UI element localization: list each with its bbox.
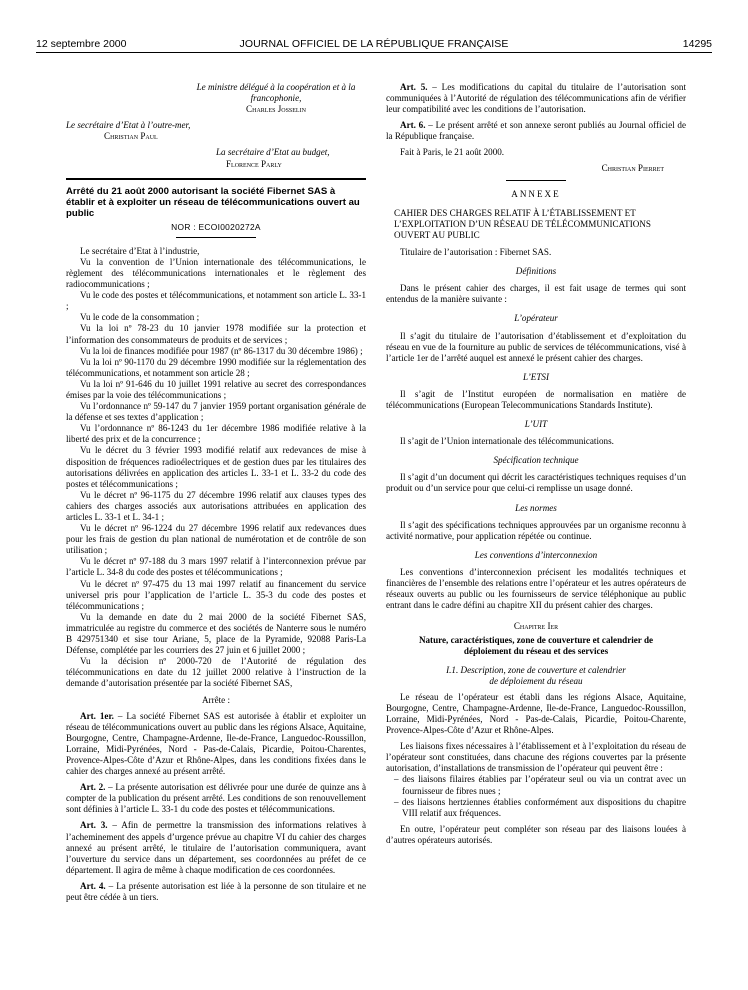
article-label: Art. 3.	[80, 820, 108, 831]
article-4	[66, 881, 366, 903]
visa-paragraph: Vu la loi nº 91-646 du 10 juillet 1991 relative au secret des correspondances émises par la voie des télécommunications ;	[66, 378, 366, 400]
signer-role: Le ministre délégué à la coopération et à la francophonie,	[196, 82, 356, 104]
article-label: Art. 4.	[80, 880, 106, 891]
subsection-title: I.1. Description, zone de couverture et calendrier de déploiement du réseau	[446, 664, 626, 686]
section-heading: Les normes	[515, 502, 557, 513]
page-number: 14295	[682, 38, 712, 50]
list-item: – des liaisons hertziennes établies conformément aux dispositions du chapitre VIII relatif aux fréquences.	[394, 796, 686, 818]
visa-paragraph: Vu le décret nº 96-1224 du 27 décembre 1996 relatif aux redevances dues pour les frais de gestion du plan national de numérotation et de contrôle de son utilisation ;	[66, 523, 366, 556]
annexe-heading: ANNEXE	[511, 188, 561, 199]
section-heading: L’opérateur	[514, 313, 558, 324]
nor-reference: NOR : ECOI0020272A	[171, 221, 261, 232]
article-text: – La présente autorisation est liée à la personne de son titulaire et ne peut être cédée à un tiers.	[66, 880, 366, 902]
section-text: Il s’agit de l’Union internationale des télécommunications.	[400, 436, 614, 447]
article-label: Art. 2.	[80, 782, 106, 793]
article-2	[66, 782, 366, 815]
left-column	[66, 82, 366, 903]
liaisons-list	[386, 774, 686, 818]
section-text: Il s’agit d’un document qui décrit les caractéristiques techniques requises d’un produit ou d’un service pour que celui-ci remplisse un usage donné.	[386, 472, 686, 494]
section-rule	[506, 180, 566, 181]
article-text: – Afin de permettre la transmission des informations relatives à l’acheminement des appels d’urgence prévue au chapitre VI du cahier des charges annexé au présent arrêté, le titulaire de l’autorisation communiquera, avant l’ouverture du service dans un département, ses coordonnées au préfet de ce département. Il agira de même à chaque modification de ces coordonnées.	[66, 820, 366, 875]
section-text: En outre, l’opérateur peut compléter son réseau par des liaisons louées à d’autres opérateurs autorisés.	[386, 823, 686, 845]
article-3	[66, 820, 366, 875]
section-text: Dans le présent cahier des charges, il est fait usage de termes qui sont entendus de la manière suivante :	[386, 283, 686, 305]
signer-role: La secrétaire d’Etat au budget,	[216, 147, 330, 158]
signer-name: Florence Parly	[226, 158, 282, 169]
signature-block-3	[66, 147, 366, 169]
section-text: Le réseau de l’opérateur est établi dans les régions Alsace, Aquitaine, Bourgogne, Centre, Champagne-Ardenne, Ile-de-France, Languedoc-Roussillon, Lorraine, Midi-Pyrénées, Nord - Pas-de-Calais, Picardie, Poitou-Charente, Provence-Alpes-Côte d’Azur et Rhône-Alpes.	[386, 691, 686, 736]
right-column	[386, 82, 686, 846]
visa-paragraph: Vu la demande en date du 2 mai 2000 de la société Fibernet SAS, immatriculée au registre du commerce et des sociétés de Nanterre sous le numéro B 429751340 et sise tour Ariane, 5, place de la Pyramide, 92088 Paris-La Défense, complétée par les courriers des 27 juin et 6 juillet 2000 ;	[66, 611, 366, 656]
section-heading: L’ETSI	[523, 371, 549, 382]
chapter-title: Nature, caractéristiques, zone de couverture et calendrier de déploiement du réseau et des services	[418, 635, 654, 657]
visa-paragraph: Vu le code de la consommation ;	[80, 312, 200, 323]
header-date: 12 septembre 2000	[36, 38, 127, 50]
section-rule	[176, 237, 256, 238]
visa-paragraph: Vu la décision nº 2000-720 de l’Autorité de régulation des télécommunications en date du 12 juillet 2000 relative à l’instruction de la demande d’autorisation présentée par la société Fibernet SAS,	[66, 656, 366, 689]
signature-block-2	[66, 120, 366, 142]
section-text: Il s’agit de l’Institut européen de normalisation en matière de télécommunications (European Telecommunications Standards Institute).	[386, 388, 686, 410]
visa-paragraph: Vu le décret nº 96-1175 du 27 décembre 1996 relatif aux clauses types des cahiers des charges associés aux autorisations attribuées en application des articles L. 33-1 et L. 34-1 ;	[66, 489, 366, 522]
arrete-title: Arrêté du 21 août 2000 autorisant la société Fibernet SAS à établir et à exploiter un réseau de télécommunications ouvert au public	[66, 185, 360, 219]
article-label: Art. 1er.	[80, 710, 114, 721]
article-text: – Les modifications du capital du titulaire de l’autorisation sont communiquées à l’Autorité de régulation des télécommunications afin de vérifier leur compatibilité avec les conditions de l’autorisation.	[386, 82, 686, 115]
visa-paragraph: Vu la loi nº 90-1170 du 29 décembre 1990 modifiée sur la réglementation des télécommunications, et notamment son article 28 ;	[66, 356, 366, 378]
section-rule	[66, 178, 366, 180]
signer-name: Christian Pierret	[601, 162, 664, 173]
article-6	[386, 120, 686, 142]
visa-paragraph: Vu le décret du 3 février 1993 modifié relatif aux redevances de mise à disposition de fréquences radioélectriques et de gestion dues par les titulaires des autorisations délivrées en application des articles L. 33-1 et L. 33-2 du code des postes et télécommunications ;	[66, 445, 366, 489]
visa-paragraph: Vu le décret nº 97-475 du 13 mai 1997 relatif au financement du service universel pris pour l’application de l’article L. 35-3 du code des postes et télécommunications ;	[66, 578, 366, 611]
article-text: – La présente autorisation est délivrée pour une durée de quinze ans à compter de la publication du présent arrêté. Les conditions de son renouvellement sont définies à l’article L. 33-1 du code des postes et télécommunications.	[66, 782, 366, 815]
fait-a-paris: Fait à Paris, le 21 août 2000.	[400, 147, 505, 158]
article-label: Art. 6.	[400, 120, 426, 131]
article-text: – Le présent arrêté et son annexe seront publiés au Journal officiel de la République française.	[386, 120, 686, 142]
section-text: Il s’agit du titulaire de l’autorisation d’établissement et d’exploitation du réseau en vue de la fourniture au public de services de télécommunications, visé à l’article 1er de l’arrêté auquel est annexé le présent cahier des charges.	[386, 330, 686, 363]
visa-paragraph: Vu l’ordonnance nº 86-1243 du 1er décembre 1986 modifiée relative à la liberté des prix et de la concurrence ;	[66, 423, 366, 445]
cahier-title: CAHIER DES CHARGES RELATIF À L’ÉTABLISSEMENT ET L’EXPLOITATION D’UN RÉSEAU DE TÉLÉCOMMUNICATIONS OUVERT AU PUBLIC	[394, 207, 651, 240]
signer-role: Le secrétaire d’Etat à l’outre-mer,	[66, 120, 191, 131]
visa-paragraph: Vu l’ordonnance nº 59-147 du 7 janvier 1959 portant organisation générale de la défense et ses textes d’application ;	[66, 401, 366, 423]
arrete-keyword: Arrête :	[201, 694, 231, 705]
visa-paragraph: Vu le décret nº 97-188 du 3 mars 1997 relatif à l’interconnexion prévue par l’article L. 34-8 du code des postes et télécommunications ;	[66, 556, 366, 578]
article-5	[386, 82, 686, 115]
section-text: Il s’agit des spécifications techniques approuvées par un organisme reconnu à activité normative, pour application répétée ou continue.	[386, 519, 686, 541]
section-heading: Spécification technique	[493, 455, 579, 466]
header-rule	[36, 52, 712, 53]
signer-name: Christian Paul	[104, 131, 158, 142]
visa-paragraph: Vu la loi nº 78-23 du 10 janvier 1978 modifiée sur la protection et l’information des consommateurs de produits et de services ;	[66, 323, 366, 345]
visa-paragraph: Vu le code des postes et télécommunications, et notamment son article L. 33-1 ;	[66, 290, 366, 312]
section-heading: Les conventions d’interconnexion	[474, 549, 598, 560]
article-text: – La société Fibernet SAS est autorisée à établir et exploiter un réseau de télécommunications ouvert au public dans les régions Alsace, Aquitaine, Bourgogne, Centre, Champagne-Ardenne, Ile-de-France, Languedoc-Roussillon, Lorraine, Midi-Pyrénées, Nord - Pas-de-Calais, Picardie, Poitou-Charentes, Provence-Alpes-Côte d’Azur et Rhône-Alpes, dans les conditions fixées dans le cahier des charges annexé au présent arrêté.	[66, 710, 367, 777]
article-1	[66, 711, 366, 778]
section-heading: Définitions	[515, 266, 557, 277]
section-heading: L’UIT	[524, 419, 548, 430]
titulaire: Titulaire de l’autorisation : Fibernet SAS.	[400, 247, 552, 258]
page-header	[36, 38, 712, 56]
signature-block-1	[66, 82, 366, 115]
list-item: – des liaisons filaires établies par l’opérateur seul ou via un contrat avec un fournisseur de fibres nues ;	[394, 774, 686, 796]
visa-paragraph: Vu la loi de finances modifiée pour 1987 (nº 86-1317 du 30 décembre 1986) ;	[80, 345, 363, 356]
signer-name: Charles Josselin	[246, 104, 306, 115]
section-text: Les liaisons fixes nécessaires à l’établissement et à l’exploitation du réseau de l’opérateur sont constituées, dans chacune des régions couvertes par la présente autorisation, d’installations de transmission de l’opérateur qui peuvent être :	[386, 741, 686, 774]
journal-title: JOURNAL OFFICIEL DE LA RÉPUBLIQUE FRANÇAISE	[239, 38, 509, 50]
article-label: Art. 5.	[400, 82, 428, 92]
visa-paragraph: Vu la convention de l’Union internationale des télécommunications, le règlement des télécommunications internationales et le règlement des radiocommunications ;	[66, 256, 366, 290]
section-text: Les conventions d’interconnexion précisent les modalités techniques et financières de l’ensemble des relations entre l’opérateur et les autres opérateurs de réseaux ouverts au public ou les fournisseurs de service téléphonique au public entrant dans le cadre défini au chapitre XII du présent cahier des charges.	[386, 566, 686, 611]
chapter-heading: Chapitre Ier	[513, 621, 559, 632]
visa-paragraph: Le secrétaire d’Etat à l’industrie,	[80, 245, 200, 256]
